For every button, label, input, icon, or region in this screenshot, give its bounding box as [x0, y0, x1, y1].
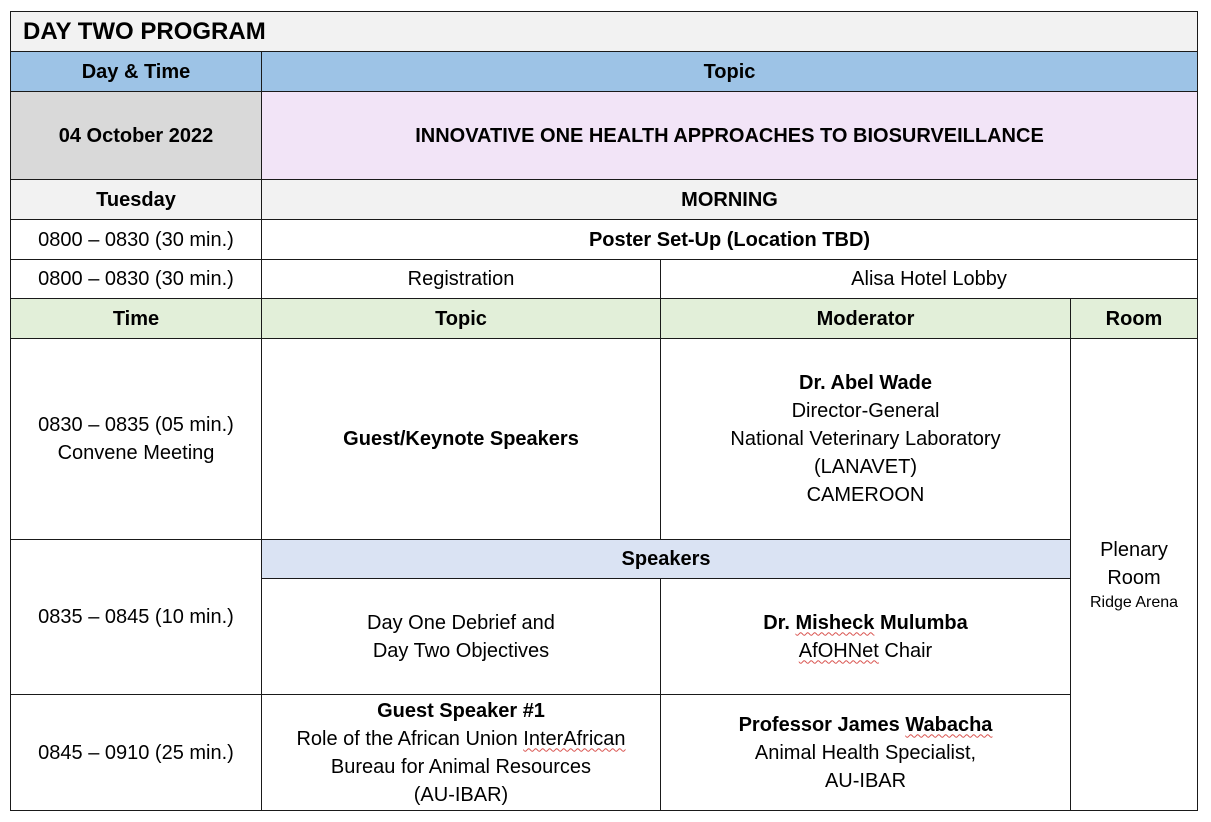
room-cell: [1071, 339, 1198, 811]
session1-time: [11, 339, 262, 540]
session3-speaker: [661, 695, 1071, 811]
speaker-role-title: Chair: [878, 639, 933, 662]
speaker-role-org: AfOHNet: [798, 639, 879, 662]
moderator-org: National Veterinary Laboratory: [730, 428, 1001, 450]
theme-cell: INNOVATIVE ONE HEALTH APPROACHES TO BIOSURVEILLANCE: [262, 92, 1198, 180]
session3-time: 0845 – 0910 (25 min.): [11, 695, 262, 811]
session3-topic: [262, 695, 661, 811]
col-header-room: Room: [1071, 299, 1198, 339]
speaker-name-first: Misheck: [795, 611, 875, 634]
moderator-org-abbr: (LANAVET): [814, 456, 917, 478]
session3-speaker-role: Animal Health Specialist,: [754, 741, 977, 764]
speaker3-name-prefix: Professor James: [738, 713, 906, 736]
session3-speaker-name: [665, 711, 1066, 739]
session2-speaker: [661, 579, 1071, 695]
session2-topic: [262, 579, 661, 695]
session1-time-note: Convene Meeting: [57, 442, 215, 464]
session3-topic-line1: [266, 725, 656, 753]
session1-moderator: [661, 339, 1071, 540]
topic-line1-word: InterAfrican: [523, 727, 626, 750]
session1-time-range: 0830 – 0835 (05 min.): [38, 414, 234, 436]
program-title: DAY TWO PROGRAM: [11, 12, 1198, 52]
day-cell: Tuesday: [11, 180, 262, 220]
speakers-header: Speakers: [262, 540, 1071, 579]
col-header-topic: Topic: [262, 299, 661, 339]
session3-topic-line2: Bureau for Animal Resources: [330, 755, 592, 778]
session2-speaker-name: [665, 609, 1066, 637]
poster-setup: Poster Set-Up (Location TBD): [262, 220, 1198, 260]
registration-location: Alisa Hotel Lobby: [661, 260, 1198, 299]
registration-time: 0800 – 0830 (30 min.): [11, 260, 262, 299]
session3-speaker-org: AU-IBAR: [824, 769, 907, 792]
session3-topic-line3: (AU-IBAR): [413, 783, 509, 806]
moderator-name: Dr. Abel Wade: [799, 372, 932, 394]
session2-topic-line1: Day One Debrief and: [367, 611, 555, 634]
topic-line1-prefix: Role of the African Union: [296, 727, 524, 750]
col-header-moderator: Moderator: [661, 299, 1071, 339]
session2-speaker-role: [665, 637, 1066, 665]
moderator-title: Director-General: [791, 400, 940, 422]
room-line2: Room: [1107, 566, 1161, 589]
session2-time: 0835 – 0845 (10 min.): [11, 540, 262, 695]
program-table: [10, 11, 1198, 811]
speaker3-name-last: Wabacha: [905, 713, 993, 736]
session3-topic-title: Guest Speaker #1: [377, 699, 545, 722]
header-topic: Topic: [262, 52, 1198, 92]
room-line1: Plenary: [1100, 538, 1168, 561]
session1-topic: Guest/Keynote Speakers: [262, 339, 661, 540]
speaker-name-last: Mulumba: [874, 611, 968, 634]
room-venue: Ridge Arena: [1089, 593, 1179, 611]
poster-time: 0800 – 0830 (30 min.): [11, 220, 262, 260]
col-header-time: Time: [11, 299, 262, 339]
registration-label: Registration: [262, 260, 661, 299]
session2-topic-line2: Day Two Objectives: [372, 639, 550, 662]
speaker-name-prefix: Dr.: [763, 611, 796, 634]
session-cell: MORNING: [262, 180, 1198, 220]
header-day-time: Day & Time: [11, 52, 262, 92]
moderator-country: CAMEROON: [806, 484, 925, 506]
date-cell: 04 October 2022: [11, 92, 262, 180]
